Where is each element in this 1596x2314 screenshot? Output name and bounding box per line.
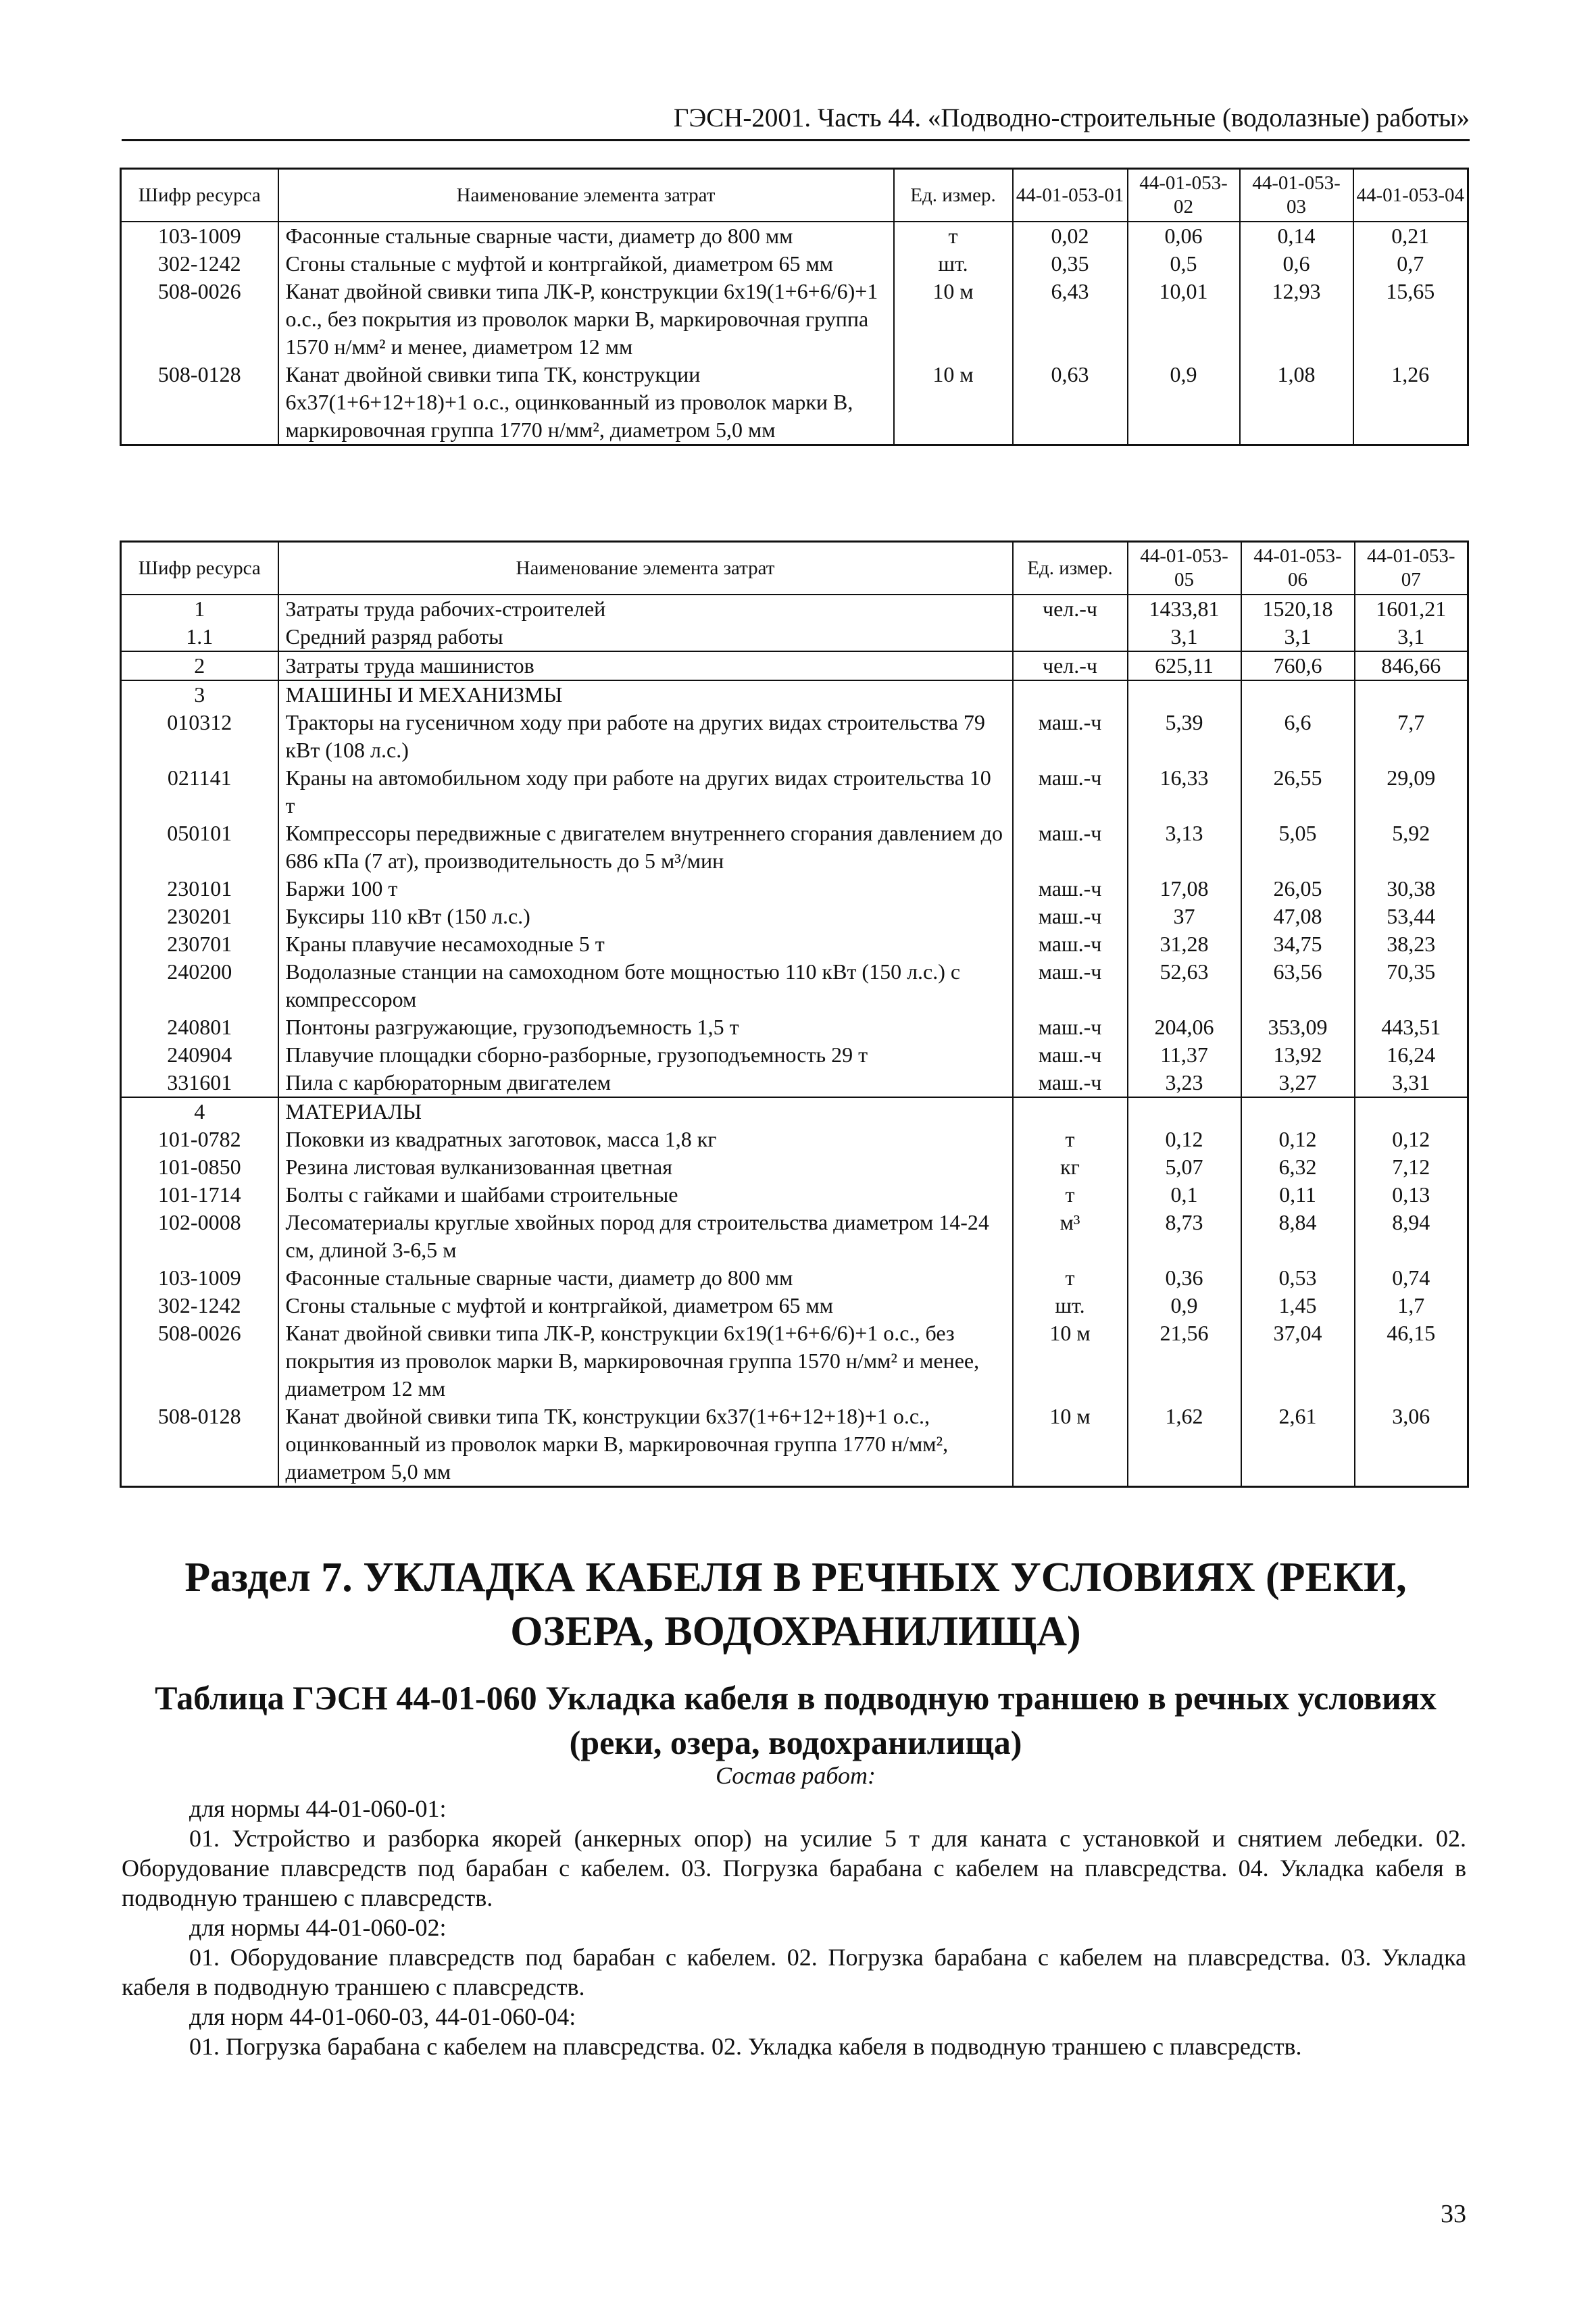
norm-value: 46,15 xyxy=(1355,1319,1468,1403)
table-row xyxy=(121,875,1468,903)
unit xyxy=(1013,680,1128,709)
norm-value: 63,56 xyxy=(1241,958,1355,1013)
norm-value: 1520,18 xyxy=(1241,595,1355,623)
unit: маш.-ч xyxy=(1013,875,1128,903)
resource-code: 240904 xyxy=(121,1041,278,1069)
cost-item-name: МАШИНЫ И МЕХАНИЗМЫ xyxy=(278,680,1013,709)
column-header: 44-01-053-07 xyxy=(1355,542,1468,595)
column-header: Шифр ресурса xyxy=(121,169,278,222)
resource-code: 508-0128 xyxy=(121,361,278,445)
norm-value: 16,24 xyxy=(1355,1041,1468,1069)
norm-value: 1,62 xyxy=(1128,1403,1241,1487)
norm-value: 10,01 xyxy=(1128,278,1240,361)
column-header: Наименование элемента затрат xyxy=(278,542,1013,595)
norm-value: 26,05 xyxy=(1241,875,1355,903)
cost-item-name: Фасонные стальные сварные части, диаметр до 800 мм xyxy=(278,222,894,250)
resource-code: 230101 xyxy=(121,875,278,903)
cost-item-name: Компрессоры передвижные с двигателем внутреннего сгорания давлением до 686 кПа (7 ат), производительность до 5 м³/мин xyxy=(278,820,1013,875)
cost-item-name: Фасонные стальные сварные части, диаметр до 800 мм xyxy=(278,1264,1013,1292)
column-header: Ед. измер. xyxy=(1013,542,1128,595)
norm-value: 5,39 xyxy=(1128,709,1241,764)
table-row xyxy=(121,1209,1468,1264)
unit: 10 м xyxy=(1013,1403,1128,1487)
cost-item-name: Сгоны стальные с муфтой и контргайкой, диаметром 65 мм xyxy=(278,250,894,278)
norm-value: 443,51 xyxy=(1355,1013,1468,1041)
table-row xyxy=(121,764,1468,820)
norm-value: 846,66 xyxy=(1355,651,1468,680)
norm-value: 7,7 xyxy=(1355,709,1468,764)
unit: т xyxy=(1013,1181,1128,1209)
resource-code: 508-0026 xyxy=(121,1319,278,1403)
unit: маш.-ч xyxy=(1013,958,1128,1013)
unit: маш.-ч xyxy=(1013,709,1128,764)
table-header-row xyxy=(121,542,1468,595)
norm-value: 30,38 xyxy=(1355,875,1468,903)
cost-item-name: Буксиры 110 кВт (150 л.с.) xyxy=(278,903,1013,930)
norm-value: 0,7 xyxy=(1353,250,1468,278)
section-title: Раздел 7. УКЛАДКА КАБЕЛЯ В РЕЧНЫХ УСЛОВИЯХ (РЕКИ, ОЗЕРА, ВОДОХРАНИЛИЩА) xyxy=(184,1555,1407,1655)
column-header: Шифр ресурса xyxy=(121,542,278,595)
norm-value: 0,12 xyxy=(1128,1126,1241,1153)
cost-item-name: Болты с гайками и шайбами строительные xyxy=(278,1181,1013,1209)
resource-code: 331601 xyxy=(121,1069,278,1097)
table-row xyxy=(121,1097,1468,1126)
table-row xyxy=(121,651,1468,680)
table-row xyxy=(121,222,1468,250)
works-label: для норм 44-01-060-03, 44-01-060-04: xyxy=(189,2003,576,2030)
norm-value: 1,08 xyxy=(1240,361,1353,445)
resource-code: 240200 xyxy=(121,958,278,1013)
norm-value: 21,56 xyxy=(1128,1319,1241,1403)
norm-value: 6,43 xyxy=(1013,278,1128,361)
unit: т xyxy=(1013,1126,1128,1153)
resource-table-053-01-04 xyxy=(120,168,1469,446)
column-header: 44-01-053-05 xyxy=(1128,542,1241,595)
norm-value: 0,36 xyxy=(1128,1264,1241,1292)
table-row xyxy=(121,1292,1468,1319)
norm-value: 34,75 xyxy=(1241,930,1355,958)
norm-value: 8,94 xyxy=(1355,1209,1468,1264)
cost-item-name: Поковки из квадратных заготовок, масса 1,8 кг xyxy=(278,1126,1013,1153)
unit: маш.-ч xyxy=(1013,1069,1128,1097)
norm-value: 8,84 xyxy=(1241,1209,1355,1264)
cost-item-name: Канат двойной свивки типа ЛК-Р, конструкции 6х19(1+6+6/6)+1 о.с., без покрытия из проволок марки В, маркировочная группа 1570 н/мм² и менее, диаметром 12 мм xyxy=(278,278,894,361)
norm-value: 3,23 xyxy=(1128,1069,1241,1097)
norm-value: 0,53 xyxy=(1241,1264,1355,1292)
unit: м³ xyxy=(1013,1209,1128,1264)
cost-item-name: Сгоны стальные с муфтой и контргайкой, диаметром 65 мм xyxy=(278,1292,1013,1319)
cost-item-name: МАТЕРИАЛЫ xyxy=(278,1097,1013,1126)
cost-item-name: Пила с карбюраторным двигателем xyxy=(278,1069,1013,1097)
norm-value: 0,13 xyxy=(1355,1181,1468,1209)
norm-value: 2,61 xyxy=(1241,1403,1355,1487)
table-row xyxy=(121,1319,1468,1403)
table-row xyxy=(121,361,1468,445)
norm-value: 26,55 xyxy=(1241,764,1355,820)
norm-value: 5,05 xyxy=(1241,820,1355,875)
table-row xyxy=(121,595,1468,623)
unit: маш.-ч xyxy=(1013,764,1128,820)
norm-value: 0,9 xyxy=(1128,361,1240,445)
norm-value: 0,06 xyxy=(1128,222,1240,250)
table-row xyxy=(121,1153,1468,1181)
norm-value: 1,7 xyxy=(1355,1292,1468,1319)
resource-code: 050101 xyxy=(121,820,278,875)
norm-value: 53,44 xyxy=(1355,903,1468,930)
norm-value: 0,12 xyxy=(1241,1126,1355,1153)
cost-item-name: Краны на автомобильном ходу при работе на других видах строительства 10 т xyxy=(278,764,1013,820)
norm-value: 17,08 xyxy=(1128,875,1241,903)
cost-item-name: Канат двойной свивки типа ТК, конструкции 6х37(1+6+12+18)+1 о.с., оцинкованный из проволок марки В, маркировочная группа 1770 н/мм², диаметром 5,0 мм xyxy=(278,1403,1013,1487)
cost-item-name: Плавучие площадки сборно-разборные, грузоподъемность 29 т xyxy=(278,1041,1013,1069)
unit xyxy=(1013,1097,1128,1126)
norm-value: 47,08 xyxy=(1241,903,1355,930)
norm-value: 1601,21 xyxy=(1355,595,1468,623)
resource-code: 302-1242 xyxy=(121,1292,278,1319)
norm-value: 3,13 xyxy=(1128,820,1241,875)
norm-value: 37,04 xyxy=(1241,1319,1355,1403)
unit: маш.-ч xyxy=(1013,1041,1128,1069)
column-header: 44-01-053-06 xyxy=(1241,542,1355,595)
cost-item-name: Затраты труда машинистов xyxy=(278,651,1013,680)
table-row xyxy=(121,250,1468,278)
norm-value: 3,1 xyxy=(1241,623,1355,651)
unit xyxy=(1013,623,1128,651)
resource-code: 4 xyxy=(121,1097,278,1126)
works-text: 01. Устройство и разборка якорей (анкерных опор) на усилие 5 т для каната с установкой и снятием лебедки. 02. Оборудование плавсредств под барабан с кабелем. 03. Погрузка барабана с кабелем на плавсредства. 04. Укладка кабеля в подводную траншею с плавсредств. xyxy=(122,1825,1466,1911)
norm-value: 37 xyxy=(1128,903,1241,930)
norm-value xyxy=(1355,1097,1468,1126)
column-header: 44-01-053-04 xyxy=(1353,169,1468,222)
table-row xyxy=(121,958,1468,1013)
table-row xyxy=(121,820,1468,875)
cost-item-name: Водолазные станции на самоходном боте мощностью 110 кВт (150 л.с.) с компрессором xyxy=(278,958,1013,1013)
unit: маш.-ч xyxy=(1013,1013,1128,1041)
resource-code: 101-0782 xyxy=(121,1126,278,1153)
resource-code: 1.1 xyxy=(121,623,278,651)
resource-code: 302-1242 xyxy=(121,250,278,278)
cost-item-name: Канат двойной свивки типа ЛК-Р, конструкции 6х19(1+6+6/6)+1 о.с., без покрытия из проволок марки В, маркировочная группа 1570 н/мм² и менее, диаметром 12 мм xyxy=(278,1319,1013,1403)
table-row xyxy=(121,903,1468,930)
table-row xyxy=(121,680,1468,709)
unit: 10 м xyxy=(894,361,1013,445)
norm-value: 3,1 xyxy=(1128,623,1241,651)
table-row xyxy=(121,1264,1468,1292)
norm-value: 6,6 xyxy=(1241,709,1355,764)
resource-code: 230701 xyxy=(121,930,278,958)
resource-code: 103-1009 xyxy=(121,1264,278,1292)
works-composition xyxy=(122,1794,1466,2061)
unit: т xyxy=(894,222,1013,250)
unit: маш.-ч xyxy=(1013,820,1128,875)
resource-code: 021141 xyxy=(121,764,278,820)
norm-value xyxy=(1241,1097,1355,1126)
norm-value: 625,11 xyxy=(1128,651,1241,680)
table-row xyxy=(121,1069,1468,1097)
norm-value: 0,6 xyxy=(1240,250,1353,278)
resource-code: 2 xyxy=(121,651,278,680)
norm-value: 204,06 xyxy=(1128,1013,1241,1041)
norm-value: 3,06 xyxy=(1355,1403,1468,1487)
resource-code: 1 xyxy=(121,595,278,623)
cost-item-name: Канат двойной свивки типа ТК, конструкции 6х37(1+6+12+18)+1 о.с., оцинкованный из проволок марки В, маркировочная группа 1770 н/мм², диаметром 5,0 мм xyxy=(278,361,894,445)
column-header: Ед. измер. xyxy=(894,169,1013,222)
column-header: 44-01-053-02 xyxy=(1128,169,1240,222)
norm-value: 11,37 xyxy=(1128,1041,1241,1069)
column-header: Наименование элемента затрат xyxy=(278,169,894,222)
table-row xyxy=(121,930,1468,958)
page-number: 33 xyxy=(1441,2200,1466,2228)
table-header-row xyxy=(121,169,1468,222)
norm-value: 0,63 xyxy=(1013,361,1128,445)
table-row xyxy=(121,1041,1468,1069)
works-label: для нормы 44-01-060-01: xyxy=(189,1795,447,1822)
cost-item-name: Затраты труда рабочих-строителей xyxy=(278,595,1013,623)
unit: 10 м xyxy=(1013,1319,1128,1403)
unit: кг xyxy=(1013,1153,1128,1181)
composition-label: Состав работ: xyxy=(716,1762,876,1789)
page-header: ГЭСН-2001. Часть 44. «Подводно-строительные (водолазные) работы» xyxy=(122,101,1470,141)
cost-item-name: Понтоны разгружающие, грузоподъемность 1,5 т xyxy=(278,1013,1013,1041)
norm-value: 5,92 xyxy=(1355,820,1468,875)
resource-code: 101-1714 xyxy=(121,1181,278,1209)
norm-value: 0,74 xyxy=(1355,1264,1468,1292)
table-row xyxy=(121,709,1468,764)
norm-value: 760,6 xyxy=(1241,651,1355,680)
table-row xyxy=(121,1181,1468,1209)
norm-value: 7,12 xyxy=(1355,1153,1468,1181)
table-title: Таблица ГЭСН 44-01-060 Укладка кабеля в подводную траншею в речных условиях (реки, озера, водохранилища) xyxy=(155,1679,1437,1761)
resource-code: 010312 xyxy=(121,709,278,764)
table-row xyxy=(121,1126,1468,1153)
norm-value: 353,09 xyxy=(1241,1013,1355,1041)
cost-item-name: Резина листовая вулканизованная цветная xyxy=(278,1153,1013,1181)
norm-value: 31,28 xyxy=(1128,930,1241,958)
norm-value: 6,32 xyxy=(1241,1153,1355,1181)
norm-value: 0,1 xyxy=(1128,1181,1241,1209)
unit: маш.-ч xyxy=(1013,903,1128,930)
norm-value: 16,33 xyxy=(1128,764,1241,820)
resource-code: 101-0850 xyxy=(121,1153,278,1181)
resource-code: 103-1009 xyxy=(121,222,278,250)
resource-code: 230201 xyxy=(121,903,278,930)
norm-value: 52,63 xyxy=(1128,958,1241,1013)
norm-value: 0,02 xyxy=(1013,222,1128,250)
norm-value: 3,31 xyxy=(1355,1069,1468,1097)
cost-item-name: Баржи 100 т xyxy=(278,875,1013,903)
resource-code: 508-0128 xyxy=(121,1403,278,1487)
norm-value: 1,45 xyxy=(1241,1292,1355,1319)
norm-value: 12,93 xyxy=(1240,278,1353,361)
cost-item-name: Тракторы на гусеничном ходу при работе на других видах строительства 79 кВт (108 л.с.) xyxy=(278,709,1013,764)
norm-value: 3,27 xyxy=(1241,1069,1355,1097)
norm-value: 15,65 xyxy=(1353,278,1468,361)
works-label: для нормы 44-01-060-02: xyxy=(189,1914,447,1941)
norm-value: 0,35 xyxy=(1013,250,1128,278)
column-header: 44-01-053-03 xyxy=(1240,169,1353,222)
norm-value: 0,12 xyxy=(1355,1126,1468,1153)
resource-code: 508-0026 xyxy=(121,278,278,361)
norm-value: 5,07 xyxy=(1128,1153,1241,1181)
resource-code: 3 xyxy=(121,680,278,709)
table-row xyxy=(121,1013,1468,1041)
resource-code: 102-0008 xyxy=(121,1209,278,1264)
cost-item-name: Краны плавучие несамоходные 5 т xyxy=(278,930,1013,958)
unit: маш.-ч xyxy=(1013,930,1128,958)
norm-value: 38,23 xyxy=(1355,930,1468,958)
unit: т xyxy=(1013,1264,1128,1292)
norm-value: 0,5 xyxy=(1128,250,1240,278)
unit: шт. xyxy=(894,250,1013,278)
norm-value: 70,35 xyxy=(1355,958,1468,1013)
works-text: 01. Оборудование плавсредств под барабан с кабелем. 02. Погрузка барабана с кабелем на плавсредства. 03. Укладка кабеля в подводную траншею с плавсредств. xyxy=(122,1944,1466,2001)
norm-value xyxy=(1241,680,1355,709)
norm-value: 1433,81 xyxy=(1128,595,1241,623)
column-header: 44-01-053-01 xyxy=(1013,169,1128,222)
norm-value xyxy=(1355,680,1468,709)
unit: чел.-ч xyxy=(1013,595,1128,623)
norm-value xyxy=(1128,1097,1241,1126)
norm-value: 1,26 xyxy=(1353,361,1468,445)
resource-code: 240801 xyxy=(121,1013,278,1041)
norm-value: 0,9 xyxy=(1128,1292,1241,1319)
norm-value: 29,09 xyxy=(1355,764,1468,820)
norm-value: 8,73 xyxy=(1128,1209,1241,1264)
works-text: 01. Погрузка барабана с кабелем на плавсредства. 02. Укладка кабеля в подводную траншею с плавсредств. xyxy=(189,2033,1302,2060)
unit: шт. xyxy=(1013,1292,1128,1319)
norm-value: 3,1 xyxy=(1355,623,1468,651)
unit: 10 м xyxy=(894,278,1013,361)
resource-table-053-05-07 xyxy=(120,540,1469,1488)
cost-item-name: Лесоматериалы круглые хвойных пород для строительства диаметром 14-24 см, длиной 3-6,5 м xyxy=(278,1209,1013,1264)
cost-item-name: Средний разряд работы xyxy=(278,623,1013,651)
table-row xyxy=(121,623,1468,651)
table-row xyxy=(121,278,1468,361)
unit: чел.-ч xyxy=(1013,651,1128,680)
table-row xyxy=(121,1403,1468,1487)
norm-value: 13,92 xyxy=(1241,1041,1355,1069)
norm-value: 0,14 xyxy=(1240,222,1353,250)
norm-value xyxy=(1128,680,1241,709)
norm-value: 0,11 xyxy=(1241,1181,1355,1209)
norm-value: 0,21 xyxy=(1353,222,1468,250)
